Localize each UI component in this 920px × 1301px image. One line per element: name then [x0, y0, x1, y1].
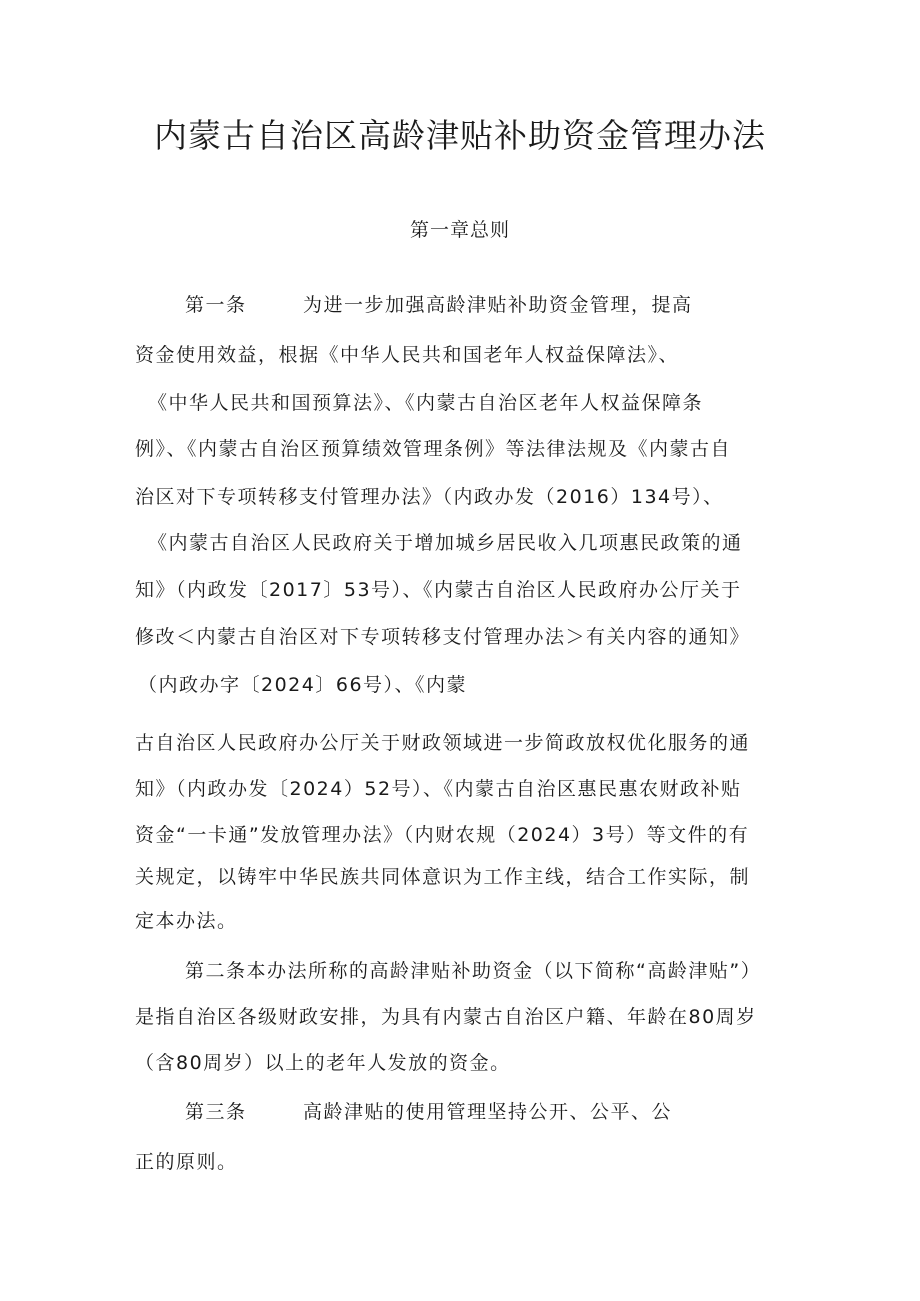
article-1-line-7: 知》（内政发〔2017〕53号）、《内蒙古自治区人民政府办公厅关于 [135, 579, 742, 601]
article-1-text: 为进一步加强高龄津贴补助资金管理，提高 [303, 294, 693, 316]
article-1-line-11: 知》（内政办发〔2024）52号）、《内蒙古自治区惠民惠农财政补贴 [135, 778, 742, 800]
article-1-line-2: 资金使用效益，根据《中华人民共和国老年人权益保障法》、 [135, 344, 680, 366]
article-1-line-6: 《内蒙古自治区人民政府关于增加城乡居民收入几项惠民政策的通 [148, 532, 743, 554]
article-1-line-12: 资金“一卡通”发放管理办法》（内财农规（2024）3号）等文件的有 [135, 824, 750, 846]
article-1-line-8: 修改＜内蒙古自治区对下专项转移支付管理办法＞有关内容的通知》 [135, 626, 751, 648]
article-1-line-9: （内政办字〔2024〕66号）、《内蒙 [138, 674, 468, 696]
article-1-line-4: 例》、《内蒙古自治区预算绩效管理条例》等法律法规及《内蒙古自 [135, 438, 732, 460]
article-1-line-3: 《中华人民共和国预算法》、《内蒙古自治区老年人权益保障条 [148, 392, 704, 414]
article-3-text: 高龄津贴的使用管理坚持公开、公平、公 [303, 1101, 673, 1123]
article-1-line-1 [185, 290, 693, 320]
article-2-line-2: 是指自治区各级财政安排，为具有内蒙古自治区户籍、年龄在80周岁 [135, 1006, 757, 1028]
article-1-line-10: 古自治区人民政府办公厅关于财政领域进一步简政放权优化服务的通 [135, 732, 751, 754]
article-1-line-5: 治区对下专项转移支付管理办法》（内政办发（2016）134号）、 [135, 486, 724, 508]
article-1-line-13: 关规定，以铸牢中华民族共同体意识为工作主线，结合工作实际，制 [135, 866, 751, 888]
article-3-line-2: 正的原则。 [135, 1151, 238, 1173]
chapter-heading: 第一章总则 [409, 219, 510, 241]
article-3-label: 第三条 [185, 1101, 247, 1123]
article-2-line-1: 第二条本办法所称的高龄津贴补助资金（以下简称“高龄津贴”） [185, 960, 762, 982]
article-3-line-1 [185, 1097, 672, 1127]
article-1-label: 第一条 [185, 294, 247, 316]
document-title: 内蒙古自治区高龄津贴补助资金管理办法 [154, 116, 766, 155]
article-2-line-3: （含80周岁）以上的老年人发放的资金。 [135, 1052, 511, 1074]
article-1-line-14: 定本办法。 [135, 910, 238, 932]
